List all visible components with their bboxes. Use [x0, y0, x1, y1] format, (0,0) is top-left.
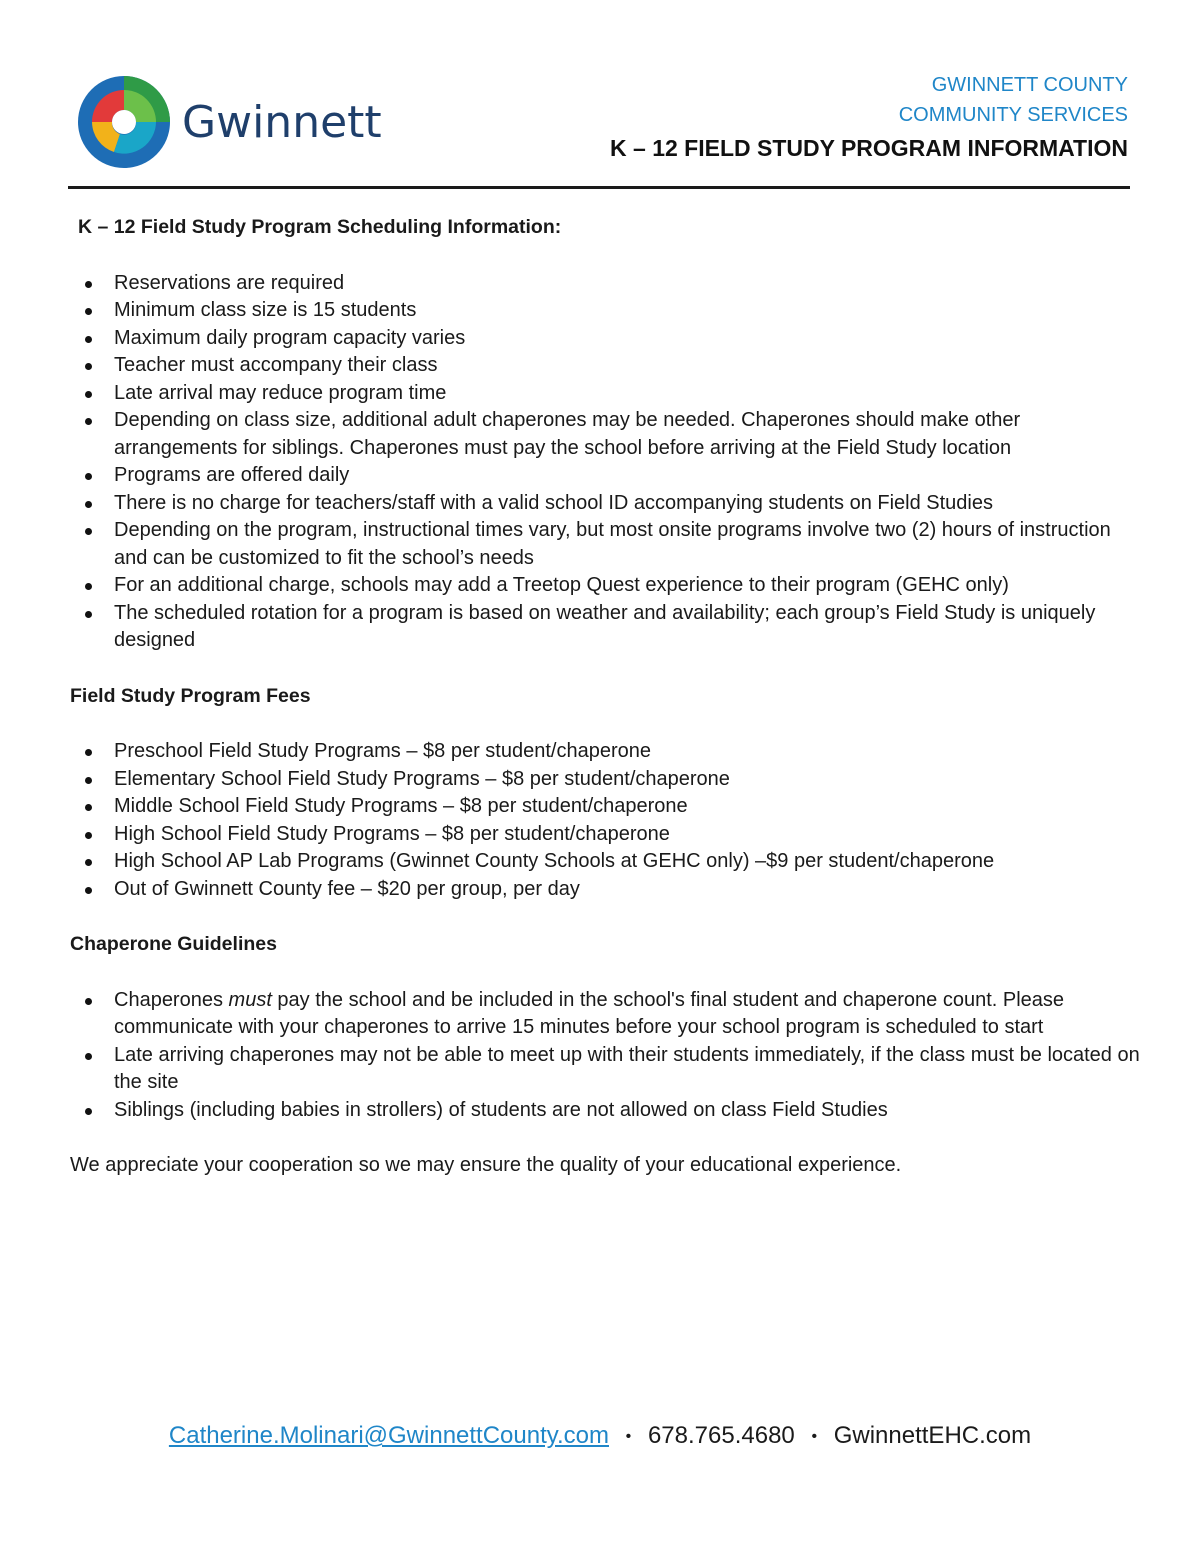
list-item: Maximum daily program capacity varies	[70, 325, 1140, 353]
gwinnett-logo	[74, 72, 394, 172]
list-item: Elementary School Field Study Programs – $8 per student/chaperone	[70, 766, 1140, 794]
list-item: Preschool Field Study Programs – $8 per student/chaperone	[70, 738, 1140, 766]
document-title: K – 12 FIELD STUDY PROGRAM INFORMATION	[610, 135, 1128, 161]
list-item: The scheduled rotation for a program is based on weather and availability; each group’s Field Study is uniquely designed	[70, 600, 1140, 655]
list-item: High School AP Lab Programs (Gwinnet County Schools at GEHC only) –$9 per student/chaperone	[70, 848, 1140, 876]
logo-wordmark: Gwinnett	[182, 96, 382, 148]
list-item: Middle School Field Study Programs – $8 per student/chaperone	[70, 793, 1140, 821]
email-link[interactable]: Catherine.Molinari@GwinnettCounty.com	[168, 1422, 609, 1449]
chaperone-item-text: Chaperones	[114, 988, 229, 1011]
scheduling-heading: K – 12 Field Study Program Scheduling Information:	[78, 216, 562, 238]
contact-footer	[0, 1422, 1200, 1450]
org-block	[610, 70, 1128, 166]
fees-list	[70, 738, 1140, 903]
chaperone-item-emphasis: must	[228, 988, 272, 1011]
list-item: Late arriving chaperones may not be able to meet up with their students immediately, if the class must be located on the site	[70, 1042, 1140, 1097]
list-item: High School Field Study Programs – $8 per student/chaperone	[70, 821, 1140, 849]
list-item	[70, 987, 1140, 1042]
list-item: Minimum class size is 15 students	[70, 297, 1140, 325]
gwinnett-logo-icon	[74, 72, 174, 172]
separator: •	[625, 1427, 632, 1445]
list-item: Teacher must accompany their class	[70, 352, 1140, 380]
list-item: There is no charge for teachers/staff with a valid school ID accompanying students on Field Studies	[70, 490, 1140, 518]
list-item: For an additional charge, schools may add a Treetop Quest experience to their program (GEHC only)	[70, 572, 1140, 600]
list-item: Depending on class size, additional adult chaperones may be needed. Chaperones should make other arrangements for siblings. Chaperones must pay the school before arriving at the Field Study location	[70, 407, 1140, 462]
scheduling-list	[70, 270, 1140, 655]
list-item: Late arrival may reduce program time	[70, 380, 1140, 408]
separator: •	[811, 1427, 818, 1445]
chaperone-heading: Chaperone Guidelines	[70, 933, 277, 955]
closing-statement: We appreciate your cooperation so we may ensure the quality of your educational experience.	[70, 1154, 902, 1176]
org-line-services: COMMUNITY SERVICES	[898, 104, 1128, 126]
list-item: Depending on the program, instructional times vary, but most onsite programs involve two (2) hours of instruction and can be customized to fit the school’s needs	[70, 517, 1140, 572]
org-line-county: GWINNETT COUNTY	[931, 74, 1128, 96]
fees-heading: Field Study Program Fees	[70, 684, 311, 707]
chaperone-item-text: pay the school and be included in the school's final student and chaperone count. Please communicate with your chaperones to arrive 15 minutes before your school program is scheduled to start	[114, 988, 1065, 1038]
list-item: Out of Gwinnett County fee – $20 per group, per day	[70, 876, 1140, 904]
list-item: Programs are offered daily	[70, 462, 1140, 490]
header-divider	[68, 186, 1130, 189]
website: GwinnettEHC.com	[833, 1422, 1032, 1449]
chaperone-list	[70, 987, 1140, 1125]
list-item: Siblings (including babies in strollers) of students are not allowed on class Field Studies	[70, 1097, 1140, 1125]
document-body	[70, 214, 1140, 1180]
document-header	[0, 0, 1200, 190]
phone-number: 678.765.4680	[647, 1422, 795, 1449]
list-item: Reservations are required	[70, 270, 1140, 298]
